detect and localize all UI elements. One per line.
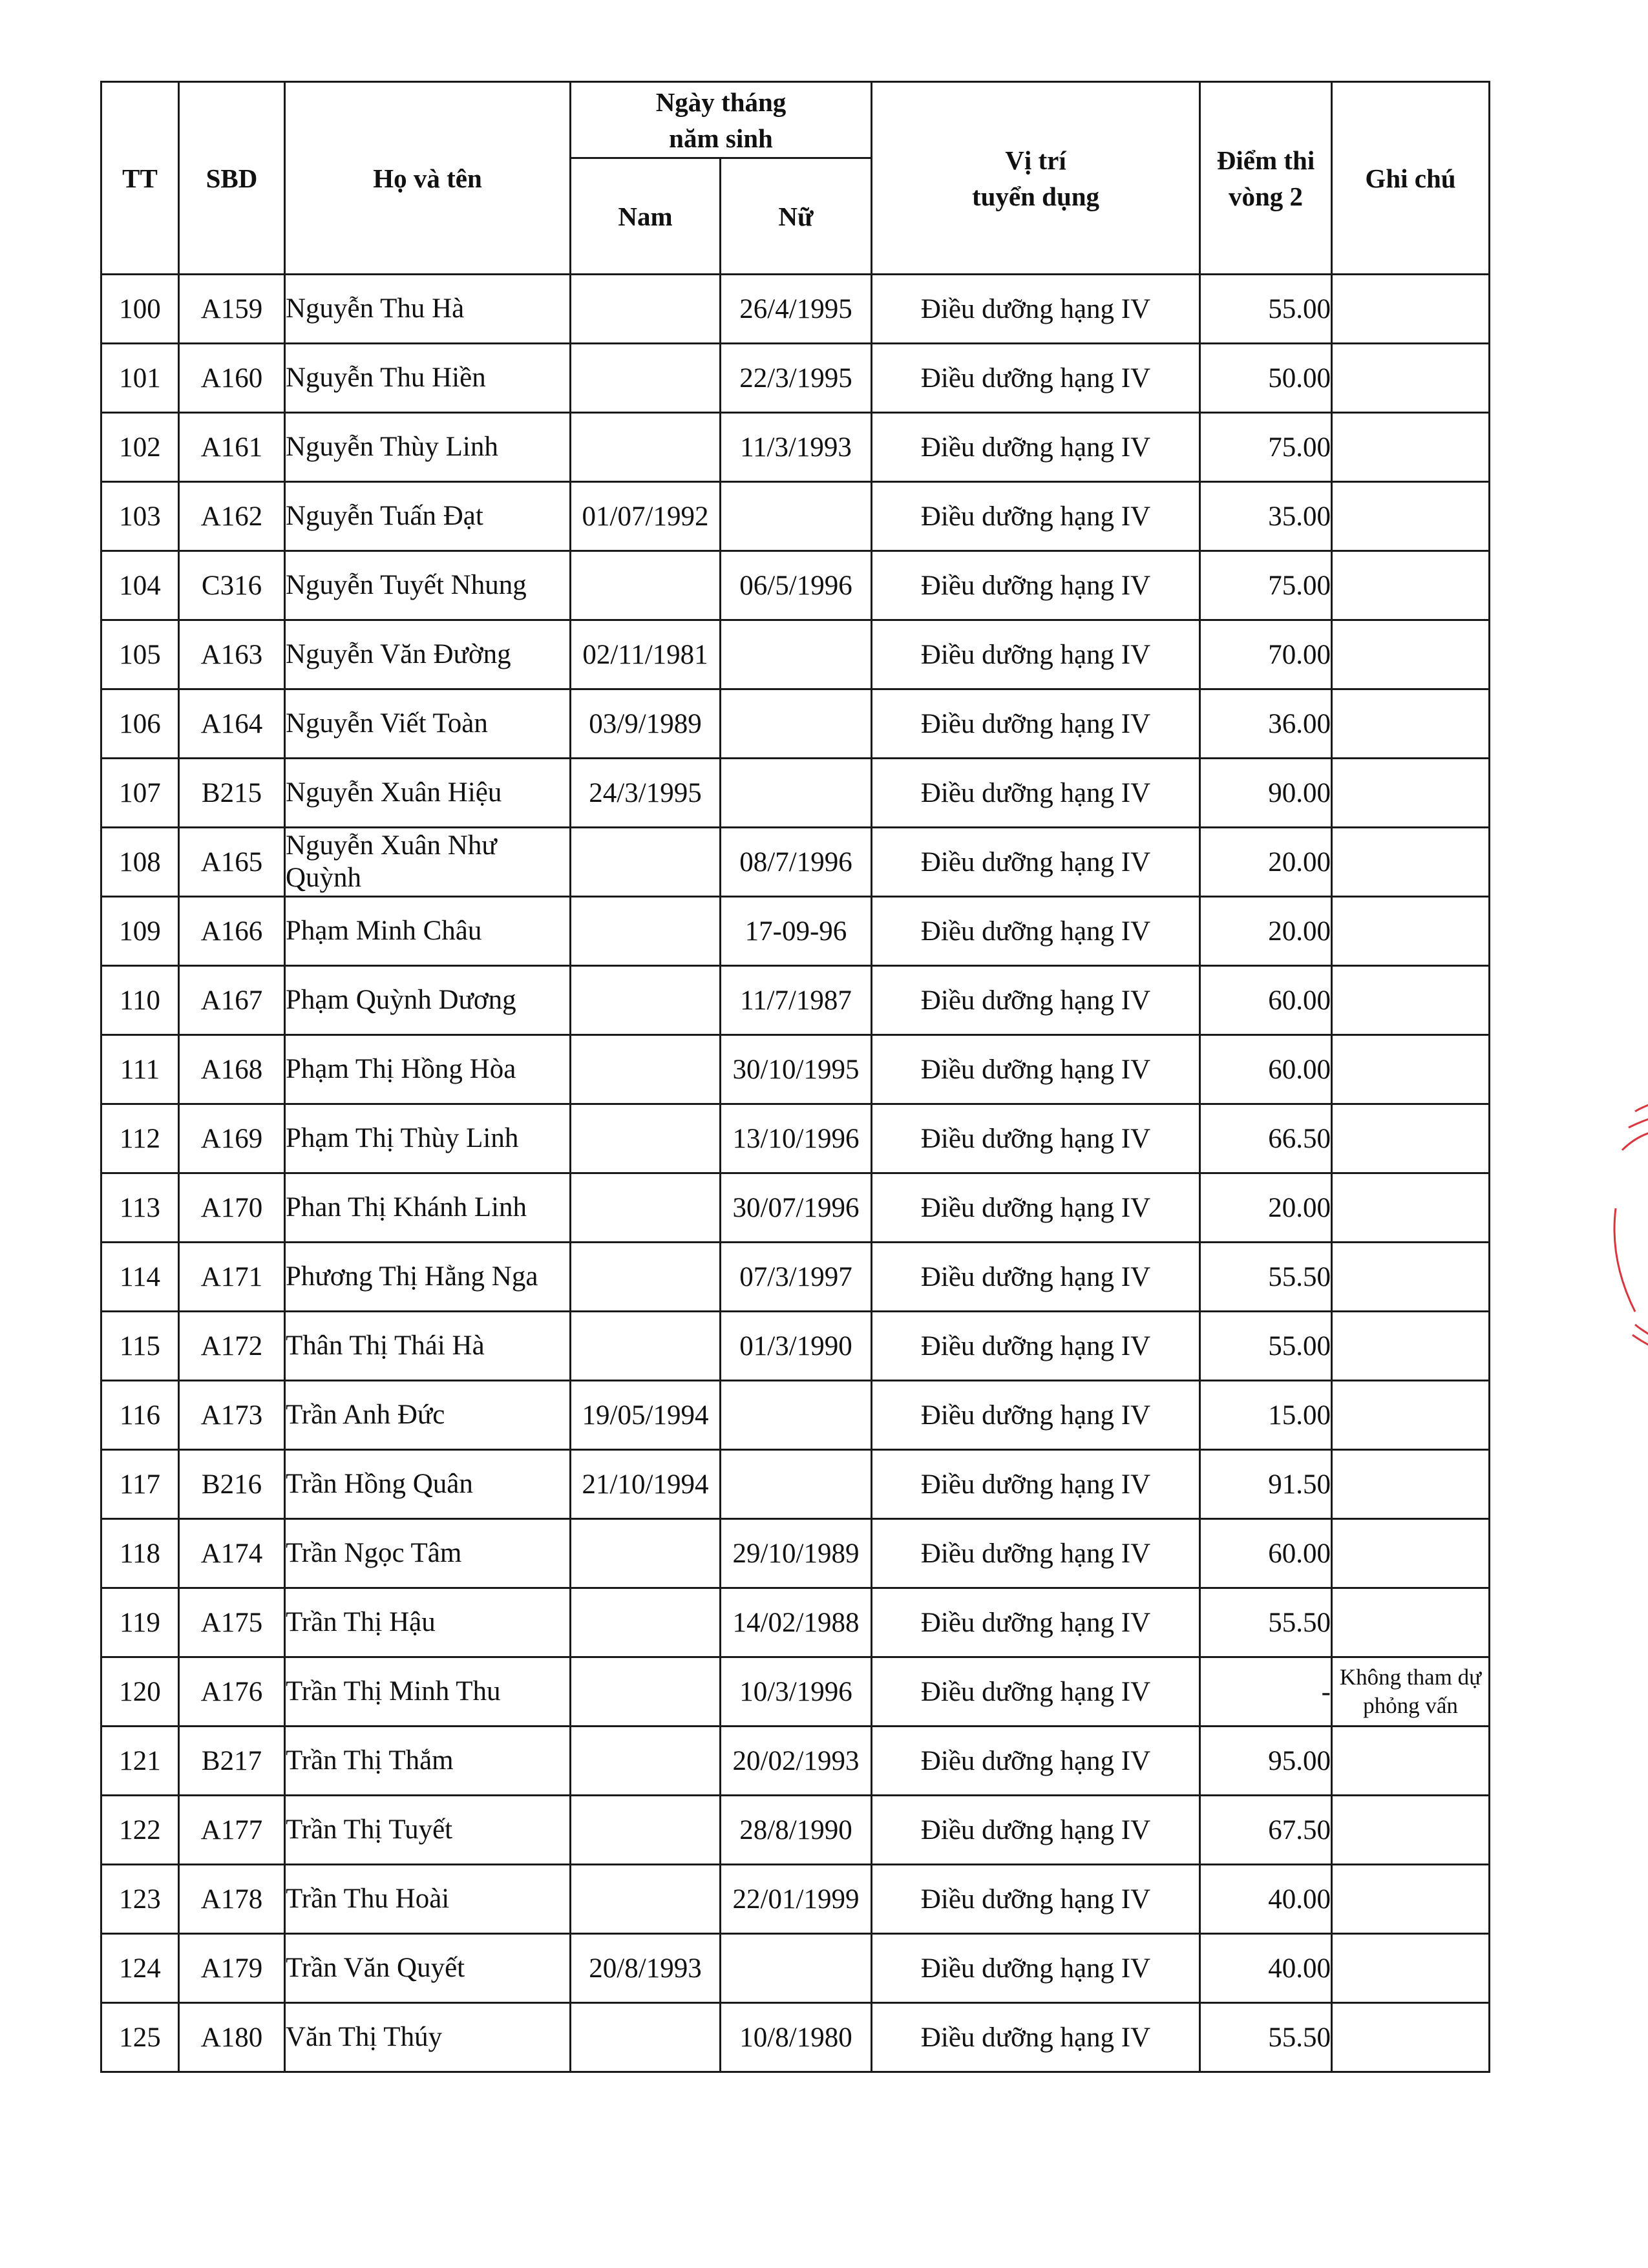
cell-dob-male: 24/3/1995 <box>571 759 721 828</box>
cell-dob-male <box>571 1173 721 1243</box>
header-name: Họ và tên <box>285 82 571 275</box>
cell-dob-female: 30/10/1995 <box>721 1035 872 1104</box>
header-position-line1: Vị trí <box>1005 145 1066 175</box>
cell-name: Phạm Thị Hồng Hòa <box>285 1035 571 1104</box>
cell-score: 95.00 <box>1200 1727 1332 1796</box>
cell-name: Nguyễn Xuân Như Quỳnh <box>285 828 571 897</box>
cell-position: Điều dưỡng hạng IV <box>872 966 1200 1035</box>
cell-dob-female <box>721 689 872 759</box>
cell-name: Nguyễn Xuân Hiệu <box>285 759 571 828</box>
table-row <box>101 1450 1490 1519</box>
cell-score: 55.00 <box>1200 275 1332 344</box>
cell-sbd: B216 <box>179 1450 285 1519</box>
cell-position: Điều dưỡng hạng IV <box>872 275 1200 344</box>
cell-sbd: A177 <box>179 1796 285 1865</box>
table-row <box>101 897 1490 966</box>
cell-sbd: A178 <box>179 1865 285 1934</box>
cell-name: Trần Thị Minh Thu <box>285 1657 571 1727</box>
cell-position: Điều dưỡng hạng IV <box>872 897 1200 966</box>
cell-note <box>1332 2003 1490 2072</box>
cell-note <box>1332 759 1490 828</box>
cell-score: 35.00 <box>1200 482 1332 551</box>
cell-tt: 102 <box>101 413 179 482</box>
table-row <box>101 689 1490 759</box>
cell-dob-male <box>571 551 721 620</box>
cell-dob-female: 22/01/1999 <box>721 1865 872 1934</box>
table-row <box>101 828 1490 897</box>
table-row <box>101 1588 1490 1657</box>
cell-position: Điều dưỡng hạng IV <box>872 2003 1200 2072</box>
cell-position: Điều dưỡng hạng IV <box>872 1243 1200 1312</box>
cell-name: Nguyễn Viết Toàn <box>285 689 571 759</box>
cell-name: Phạm Minh Châu <box>285 897 571 966</box>
cell-note: Không tham dự phỏng vấn <box>1332 1657 1490 1727</box>
cell-tt: 114 <box>101 1243 179 1312</box>
table-row <box>101 1727 1490 1796</box>
cell-note <box>1332 1104 1490 1173</box>
cell-sbd: A168 <box>179 1035 285 1104</box>
cell-note <box>1332 1519 1490 1588</box>
table-row <box>101 1035 1490 1104</box>
cell-tt: 115 <box>101 1312 179 1381</box>
cell-sbd: A164 <box>179 689 285 759</box>
header-sbd: SBD <box>179 82 285 275</box>
cell-position: Điều dưỡng hạng IV <box>872 1727 1200 1796</box>
cell-dob-female: 10/3/1996 <box>721 1657 872 1727</box>
cell-sbd: A171 <box>179 1243 285 1312</box>
cell-score: 67.50 <box>1200 1796 1332 1865</box>
cell-score: 75.00 <box>1200 551 1332 620</box>
cell-dob-male: 21/10/1994 <box>571 1450 721 1519</box>
cell-dob-female: 29/10/1989 <box>721 1519 872 1588</box>
cell-dob-male: 19/05/1994 <box>571 1381 721 1450</box>
cell-tt: 105 <box>101 620 179 689</box>
cell-note <box>1332 689 1490 759</box>
cell-note <box>1332 482 1490 551</box>
cell-position: Điều dưỡng hạng IV <box>872 551 1200 620</box>
cell-name: Trần Anh Đức <box>285 1381 571 1450</box>
table-row <box>101 620 1490 689</box>
header-position <box>872 82 1200 275</box>
cell-dob-male <box>571 1519 721 1588</box>
table-row <box>101 966 1490 1035</box>
cell-note <box>1332 1796 1490 1865</box>
cell-name: Trần Văn Quyết <box>285 1934 571 2003</box>
cell-note <box>1332 1934 1490 2003</box>
cell-tt: 122 <box>101 1796 179 1865</box>
table-row <box>101 482 1490 551</box>
cell-name: Phạm Thị Thùy Linh <box>285 1104 571 1173</box>
cell-dob-female: 22/3/1995 <box>721 344 872 413</box>
cell-dob-female: 17-09-96 <box>721 897 872 966</box>
cell-name: Trần Thị Thắm <box>285 1727 571 1796</box>
cell-dob-female: 13/10/1996 <box>721 1104 872 1173</box>
cell-dob-male <box>571 2003 721 2072</box>
cell-tt: 113 <box>101 1173 179 1243</box>
cell-dob-female: 30/07/1996 <box>721 1173 872 1243</box>
cell-score: 60.00 <box>1200 966 1332 1035</box>
table-row <box>101 1243 1490 1312</box>
cell-tt: 112 <box>101 1104 179 1173</box>
cell-score: 55.50 <box>1200 2003 1332 2072</box>
cell-note <box>1332 828 1490 897</box>
cell-tt: 121 <box>101 1727 179 1796</box>
cell-position: Điều dưỡng hạng IV <box>872 1796 1200 1865</box>
cell-tt: 117 <box>101 1450 179 1519</box>
cell-score: 20.00 <box>1200 897 1332 966</box>
cell-name: Trần Ngọc Tâm <box>285 1519 571 1588</box>
cell-position: Điều dưỡng hạng IV <box>872 620 1200 689</box>
cell-score: 55.50 <box>1200 1588 1332 1657</box>
cell-name: Nguyễn Văn Đường <box>285 620 571 689</box>
cell-name: Nguyễn Tuyết Nhung <box>285 551 571 620</box>
cell-sbd: A160 <box>179 344 285 413</box>
header-male: Nam <box>571 158 721 275</box>
cell-note <box>1332 1381 1490 1450</box>
cell-dob-female: 14/02/1988 <box>721 1588 872 1657</box>
cell-dob-female: 07/3/1997 <box>721 1243 872 1312</box>
cell-tt: 110 <box>101 966 179 1035</box>
red-seal-stamp <box>1596 1092 1648 1376</box>
header-note: Ghi chú <box>1332 82 1490 275</box>
cell-note <box>1332 1727 1490 1796</box>
table-row <box>101 1519 1490 1588</box>
cell-sbd: C316 <box>179 551 285 620</box>
cell-note <box>1332 620 1490 689</box>
cell-name: Nguyễn Thu Hà <box>285 275 571 344</box>
cell-note <box>1332 551 1490 620</box>
cell-sbd: A167 <box>179 966 285 1035</box>
cell-name: Trần Thu Hoài <box>285 1865 571 1934</box>
cell-position: Điều dưỡng hạng IV <box>872 413 1200 482</box>
cell-sbd: A162 <box>179 482 285 551</box>
table-header <box>101 82 1490 275</box>
cell-name: Trần Thị Hậu <box>285 1588 571 1657</box>
cell-score: 40.00 <box>1200 1934 1332 2003</box>
cell-dob-male <box>571 1588 721 1657</box>
cell-score: 20.00 <box>1200 1173 1332 1243</box>
cell-position: Điều dưỡng hạng IV <box>872 1312 1200 1381</box>
cell-dob-male <box>571 1796 721 1865</box>
table-row <box>101 1312 1490 1381</box>
cell-dob-male <box>571 1865 721 1934</box>
cell-position: Điều dưỡng hạng IV <box>872 1450 1200 1519</box>
cell-position: Điều dưỡng hạng IV <box>872 482 1200 551</box>
cell-name: Văn Thị Thúy <box>285 2003 571 2072</box>
cell-position: Điều dưỡng hạng IV <box>872 1865 1200 1934</box>
table-row <box>101 1104 1490 1173</box>
cell-tt: 104 <box>101 551 179 620</box>
cell-position: Điều dưỡng hạng IV <box>872 1035 1200 1104</box>
cell-dob-female <box>721 620 872 689</box>
cell-score: 15.00 <box>1200 1381 1332 1450</box>
cell-sbd: A176 <box>179 1657 285 1727</box>
header-score-line1: Điểm thi <box>1216 145 1315 175</box>
cell-name: Phan Thị Khánh Linh <box>285 1173 571 1243</box>
cell-position: Điều dưỡng hạng IV <box>872 344 1200 413</box>
cell-dob-male <box>571 828 721 897</box>
table-row <box>101 344 1490 413</box>
cell-sbd: A169 <box>179 1104 285 1173</box>
cell-note <box>1332 1312 1490 1381</box>
cell-dob-male <box>571 1243 721 1312</box>
cell-name: Thân Thị Thái Hà <box>285 1312 571 1381</box>
table-row <box>101 551 1490 620</box>
table-row <box>101 2003 1490 2072</box>
cell-tt: 125 <box>101 2003 179 2072</box>
cell-tt: 100 <box>101 275 179 344</box>
cell-tt: 120 <box>101 1657 179 1727</box>
cell-dob-male <box>571 344 721 413</box>
cell-name: Phương Thị Hằng Nga <box>285 1243 571 1312</box>
cell-sbd: A159 <box>179 275 285 344</box>
cell-name: Nguyễn Thu Hiền <box>285 344 571 413</box>
cell-sbd: A163 <box>179 620 285 689</box>
cell-dob-female: 06/5/1996 <box>721 551 872 620</box>
cell-dob-female <box>721 1450 872 1519</box>
header-dob-line1: Ngày tháng <box>655 87 787 117</box>
cell-sbd: A170 <box>179 1173 285 1243</box>
cell-note <box>1332 897 1490 966</box>
cell-score: 50.00 <box>1200 344 1332 413</box>
cell-score: 40.00 <box>1200 1865 1332 1934</box>
cell-dob-male: 02/11/1981 <box>571 620 721 689</box>
cell-dob-female: 28/8/1990 <box>721 1796 872 1865</box>
cell-dob-female <box>721 482 872 551</box>
cell-score: 20.00 <box>1200 828 1332 897</box>
header-female: Nữ <box>721 158 872 275</box>
cell-dob-female: 11/7/1987 <box>721 966 872 1035</box>
cell-name: Trần Hồng Quân <box>285 1450 571 1519</box>
cell-score: - <box>1200 1657 1332 1727</box>
cell-position: Điều dưỡng hạng IV <box>872 1381 1200 1450</box>
table-row <box>101 413 1490 482</box>
cell-tt: 101 <box>101 344 179 413</box>
cell-note <box>1332 1035 1490 1104</box>
header-dob-line2: năm sinh <box>669 123 773 153</box>
cell-dob-male: 03/9/1989 <box>571 689 721 759</box>
cell-name: Phạm Quỳnh Dương <box>285 966 571 1035</box>
cell-sbd: A172 <box>179 1312 285 1381</box>
cell-sbd: A161 <box>179 413 285 482</box>
table-row <box>101 1796 1490 1865</box>
cell-score: 70.00 <box>1200 620 1332 689</box>
cell-score: 55.00 <box>1200 1312 1332 1381</box>
cell-sbd: B217 <box>179 1727 285 1796</box>
table-row <box>101 1934 1490 2003</box>
cell-score: 66.50 <box>1200 1104 1332 1173</box>
cell-position: Điều dưỡng hạng IV <box>872 1934 1200 2003</box>
cell-sbd: A175 <box>179 1588 285 1657</box>
cell-score: 91.50 <box>1200 1450 1332 1519</box>
cell-note <box>1332 344 1490 413</box>
cell-name: Trần Thị Tuyết <box>285 1796 571 1865</box>
table-row <box>101 275 1490 344</box>
cell-dob-male <box>571 966 721 1035</box>
table-row <box>101 759 1490 828</box>
cell-dob-male <box>571 275 721 344</box>
cell-tt: 116 <box>101 1381 179 1450</box>
cell-score: 36.00 <box>1200 689 1332 759</box>
cell-dob-female: 11/3/1993 <box>721 413 872 482</box>
cell-position: Điều dưỡng hạng IV <box>872 689 1200 759</box>
cell-position: Điều dưỡng hạng IV <box>872 1657 1200 1727</box>
cell-tt: 118 <box>101 1519 179 1588</box>
cell-score: 75.00 <box>1200 413 1332 482</box>
cell-dob-female: 26/4/1995 <box>721 275 872 344</box>
cell-dob-male <box>571 1104 721 1173</box>
cell-dob-male <box>571 413 721 482</box>
cell-tt: 106 <box>101 689 179 759</box>
cell-score: 60.00 <box>1200 1035 1332 1104</box>
cell-sbd: A173 <box>179 1381 285 1450</box>
table-row <box>101 1657 1490 1727</box>
cell-position: Điều dưỡng hạng IV <box>872 759 1200 828</box>
cell-tt: 111 <box>101 1035 179 1104</box>
cell-note <box>1332 1243 1490 1312</box>
cell-note <box>1332 966 1490 1035</box>
cell-note <box>1332 1865 1490 1934</box>
cell-position: Điều dưỡng hạng IV <box>872 1104 1200 1173</box>
cell-note <box>1332 1173 1490 1243</box>
cell-dob-female <box>721 1381 872 1450</box>
header-score-line2: vòng 2 <box>1228 181 1304 211</box>
cell-dob-female: 20/02/1993 <box>721 1727 872 1796</box>
cell-score: 90.00 <box>1200 759 1332 828</box>
cell-dob-female <box>721 759 872 828</box>
cell-position: Điều dưỡng hạng IV <box>872 1588 1200 1657</box>
cell-dob-male <box>571 1035 721 1104</box>
results-table <box>100 81 1490 2073</box>
cell-tt: 123 <box>101 1865 179 1934</box>
cell-dob-male: 20/8/1993 <box>571 1934 721 2003</box>
cell-note <box>1332 1450 1490 1519</box>
cell-score: 60.00 <box>1200 1519 1332 1588</box>
cell-dob-male <box>571 1312 721 1381</box>
cell-name: Nguyễn Tuấn Đạt <box>285 482 571 551</box>
cell-tt: 108 <box>101 828 179 897</box>
cell-name: Nguyễn Thùy Linh <box>285 413 571 482</box>
cell-tt: 119 <box>101 1588 179 1657</box>
cell-note <box>1332 1588 1490 1657</box>
cell-sbd: A180 <box>179 2003 285 2072</box>
cell-dob-male <box>571 1657 721 1727</box>
cell-tt: 109 <box>101 897 179 966</box>
cell-note <box>1332 275 1490 344</box>
table-row <box>101 1865 1490 1934</box>
table-body <box>101 275 1490 2072</box>
header-tt: TT <box>101 82 179 275</box>
cell-sbd: A174 <box>179 1519 285 1588</box>
cell-sbd: A165 <box>179 828 285 897</box>
table-row <box>101 1381 1490 1450</box>
cell-position: Điều dưỡng hạng IV <box>872 828 1200 897</box>
cell-dob-male <box>571 1727 721 1796</box>
cell-sbd: A179 <box>179 1934 285 2003</box>
cell-dob-female: 08/7/1996 <box>721 828 872 897</box>
header-position-line2: tuyển dụng <box>971 181 1100 211</box>
cell-tt: 124 <box>101 1934 179 2003</box>
cell-tt: 107 <box>101 759 179 828</box>
cell-position: Điều dưỡng hạng IV <box>872 1173 1200 1243</box>
header-dob-group <box>571 82 872 158</box>
cell-sbd: A166 <box>179 897 285 966</box>
cell-dob-female: 01/3/1990 <box>721 1312 872 1381</box>
cell-dob-male: 01/07/1992 <box>571 482 721 551</box>
header-score <box>1200 82 1332 275</box>
cell-tt: 103 <box>101 482 179 551</box>
cell-note <box>1332 413 1490 482</box>
cell-sbd: B215 <box>179 759 285 828</box>
cell-dob-female: 10/8/1980 <box>721 2003 872 2072</box>
cell-dob-male <box>571 897 721 966</box>
table-row <box>101 1173 1490 1243</box>
cell-position: Điều dưỡng hạng IV <box>872 1519 1200 1588</box>
cell-score: 55.50 <box>1200 1243 1332 1312</box>
cell-dob-female <box>721 1934 872 2003</box>
